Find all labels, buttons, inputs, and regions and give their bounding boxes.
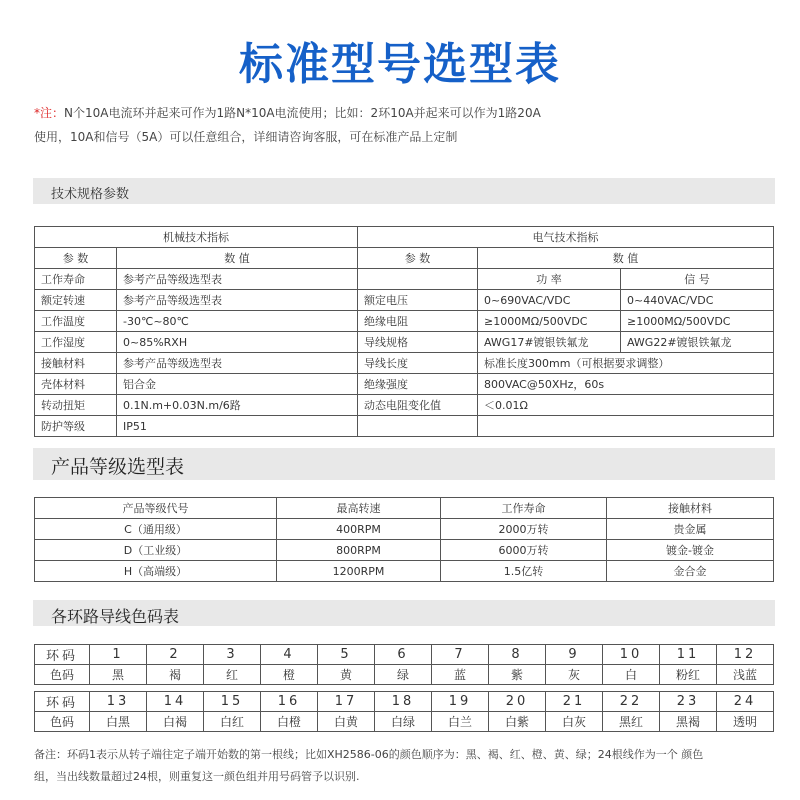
signal-header: 信 号 bbox=[621, 269, 774, 290]
color-code: 黑 bbox=[90, 665, 147, 685]
elec-value-empty bbox=[478, 416, 774, 437]
mech-param: 接触材料 bbox=[35, 353, 117, 374]
ring-number: 5 bbox=[318, 645, 375, 665]
mech-value: 铝合金 bbox=[117, 374, 358, 395]
color-code: 白灰 bbox=[546, 712, 603, 732]
grade-cell: D（工业级） bbox=[35, 540, 277, 561]
ring-number: 22 bbox=[603, 692, 660, 712]
color-code: 透明 bbox=[717, 712, 774, 732]
section-title-color: 各环路导线色码表 bbox=[51, 607, 180, 626]
color-code: 黄 bbox=[318, 665, 375, 685]
grade-cell: 6000万转 bbox=[441, 540, 607, 561]
color-code: 蓝 bbox=[432, 665, 489, 685]
mech-value: 参考产品等级选型表 bbox=[117, 290, 358, 311]
mech-param: 额定转速 bbox=[35, 290, 117, 311]
ring-number: 16 bbox=[261, 692, 318, 712]
mech-value: -30℃~80℃ bbox=[117, 311, 358, 332]
grade-cell: C（通用级） bbox=[35, 519, 277, 540]
spec-table bbox=[34, 226, 774, 437]
ring-number: 24 bbox=[717, 692, 774, 712]
footnote-line-1: 备注：环码1表示从转子端往定子端开始数的第一根线；比如XH2586-06的颜色顺序为：黑、褐、红、橙、黄、绿；24根线作为一个 颜色 bbox=[34, 748, 704, 761]
ring-number: 10 bbox=[603, 645, 660, 665]
note-line-1 bbox=[34, 104, 774, 122]
mech-value: 参考产品等级选型表 bbox=[117, 269, 358, 290]
elec-value: 标准长度300mm（可根据要求调整） bbox=[478, 353, 774, 374]
grade-cell: 800RPM bbox=[277, 540, 441, 561]
ring-number: 20 bbox=[489, 692, 546, 712]
ring-number: 15 bbox=[204, 692, 261, 712]
color-code: 橙 bbox=[261, 665, 318, 685]
page-title: 标准型号选型表 bbox=[239, 39, 561, 90]
ring-label: 环码 bbox=[35, 692, 90, 712]
footnote-line-2: 组，当出线数量超过24根，则重复这一颜色组并用号码管予以识别. bbox=[34, 770, 360, 783]
color-code: 白橙 bbox=[261, 712, 318, 732]
elec-param: 导线长度 bbox=[358, 353, 478, 374]
ring-number: 6 bbox=[375, 645, 432, 665]
ring-number: 3 bbox=[204, 645, 261, 665]
elec-power-value: 0~690VAC/VDC bbox=[478, 290, 621, 311]
ring-label: 环码 bbox=[35, 645, 90, 665]
note-text-1: N个10A电流环并起来可作为1路N*10A电流使用；比如：2环10A并起来可以作为1路20A bbox=[64, 106, 541, 120]
ring-number: 9 bbox=[546, 645, 603, 665]
ring-row-1 bbox=[35, 645, 774, 665]
grade-header-row bbox=[35, 498, 774, 519]
elec-param-empty bbox=[358, 416, 478, 437]
table-row bbox=[35, 519, 774, 540]
mech-param: 工作湿度 bbox=[35, 332, 117, 353]
elec-value: ＜0.01Ω bbox=[478, 395, 774, 416]
color-code: 浅蓝 bbox=[717, 665, 774, 685]
table-row bbox=[35, 561, 774, 582]
color-code: 灰 bbox=[546, 665, 603, 685]
mech-param: 工作温度 bbox=[35, 311, 117, 332]
color-code-table bbox=[34, 644, 774, 732]
elec-param: 绝缘电阻 bbox=[358, 311, 478, 332]
color-code: 白 bbox=[603, 665, 660, 685]
color-code: 黑红 bbox=[603, 712, 660, 732]
ring-number: 2 bbox=[147, 645, 204, 665]
color-code: 白兰 bbox=[432, 712, 489, 732]
ring-number: 18 bbox=[375, 692, 432, 712]
color-code: 紫 bbox=[489, 665, 546, 685]
ring-number: 19 bbox=[432, 692, 489, 712]
elec-power-value: AWG17#镀银铁氟龙 bbox=[478, 332, 621, 353]
ring-row-2 bbox=[35, 692, 774, 712]
color-code: 白褐 bbox=[147, 712, 204, 732]
mech-param: 工作寿命 bbox=[35, 269, 117, 290]
section-title-spec: 技术规格参数 bbox=[51, 187, 130, 202]
elec-signal-value: ≥1000MΩ/500VDC bbox=[621, 311, 774, 332]
grade-cell: 镀金-镀金 bbox=[607, 540, 774, 561]
mech-value: 参考产品等级选型表 bbox=[117, 353, 358, 374]
grade-header: 接触材料 bbox=[607, 498, 774, 519]
color-code: 白紫 bbox=[489, 712, 546, 732]
color-code: 白绿 bbox=[375, 712, 432, 732]
elec-param: 导线规格 bbox=[358, 332, 478, 353]
color-code: 褐 bbox=[147, 665, 204, 685]
color-label: 色码 bbox=[35, 665, 90, 685]
mech-value: 0.1N.m+0.03N.m/6路 bbox=[117, 395, 358, 416]
color-code: 白黄 bbox=[318, 712, 375, 732]
mech-value: 0~85%RXH bbox=[117, 332, 358, 353]
elec-signal-value: 0~440VAC/VDC bbox=[621, 290, 774, 311]
section-header-color bbox=[33, 600, 775, 626]
elec-header: 电气技术指标 bbox=[358, 227, 774, 248]
color-code: 白黑 bbox=[90, 712, 147, 732]
grade-cell: 贵金属 bbox=[607, 519, 774, 540]
mech-value-header: 数 值 bbox=[117, 248, 358, 269]
mech-param-header: 参 数 bbox=[35, 248, 117, 269]
elec-power-value: ≥1000MΩ/500VDC bbox=[478, 311, 621, 332]
ring-number: 7 bbox=[432, 645, 489, 665]
grade-header: 工作寿命 bbox=[441, 498, 607, 519]
elec-param: 动态电阻变化值 bbox=[358, 395, 478, 416]
elec-param-empty bbox=[358, 269, 478, 290]
grade-table bbox=[34, 497, 774, 582]
grade-header: 产品等级代号 bbox=[35, 498, 277, 519]
note-line-2: 使用，10A和信号（5A）可以任意组合，详细请咨询客服，可在标准产品上定制 bbox=[34, 130, 458, 144]
grade-header: 最高转速 bbox=[277, 498, 441, 519]
ring-number: 14 bbox=[147, 692, 204, 712]
section-header-grade bbox=[33, 448, 775, 480]
color-code: 粉红 bbox=[660, 665, 717, 685]
section-title-grade: 产品等级选型表 bbox=[51, 456, 185, 478]
elec-param: 额定电压 bbox=[358, 290, 478, 311]
ring-number: 11 bbox=[660, 645, 717, 665]
elec-value: 800VAC@50XHz，60s bbox=[478, 374, 774, 395]
grade-cell: 1.5亿转 bbox=[441, 561, 607, 582]
color-code: 红 bbox=[204, 665, 261, 685]
color-code: 绿 bbox=[375, 665, 432, 685]
elec-value-header: 数 值 bbox=[478, 248, 774, 269]
ring-number: 12 bbox=[717, 645, 774, 665]
table-row bbox=[35, 540, 774, 561]
color-row-1 bbox=[35, 665, 774, 685]
ring-number: 1 bbox=[90, 645, 147, 665]
color-code: 白红 bbox=[204, 712, 261, 732]
power-header: 功 率 bbox=[478, 269, 621, 290]
elec-signal-value: AWG22#镀银铁氟龙 bbox=[621, 332, 774, 353]
elec-param: 绝缘强度 bbox=[358, 374, 478, 395]
ring-number: 4 bbox=[261, 645, 318, 665]
grade-cell: H（高端级） bbox=[35, 561, 277, 582]
grade-cell: 金合金 bbox=[607, 561, 774, 582]
footnote bbox=[34, 744, 774, 788]
ring-number: 17 bbox=[318, 692, 375, 712]
ring-number: 13 bbox=[90, 692, 147, 712]
elec-param-header: 参 数 bbox=[358, 248, 478, 269]
color-label: 色码 bbox=[35, 712, 90, 732]
ring-number: 8 bbox=[489, 645, 546, 665]
mech-param: 壳体材料 bbox=[35, 374, 117, 395]
color-code: 黑褐 bbox=[660, 712, 717, 732]
table-gap bbox=[35, 685, 774, 692]
mech-value: IP51 bbox=[117, 416, 358, 437]
ring-number: 21 bbox=[546, 692, 603, 712]
note-marker: *注： bbox=[34, 106, 65, 120]
mech-header: 机械技术指标 bbox=[35, 227, 358, 248]
mech-param: 防护等级 bbox=[35, 416, 117, 437]
grade-cell: 1200RPM bbox=[277, 561, 441, 582]
section-header-spec bbox=[33, 178, 775, 204]
color-row-2 bbox=[35, 712, 774, 732]
grade-cell: 400RPM bbox=[277, 519, 441, 540]
grade-cell: 2000万转 bbox=[441, 519, 607, 540]
mech-param: 转动扭矩 bbox=[35, 395, 117, 416]
ring-number: 23 bbox=[660, 692, 717, 712]
